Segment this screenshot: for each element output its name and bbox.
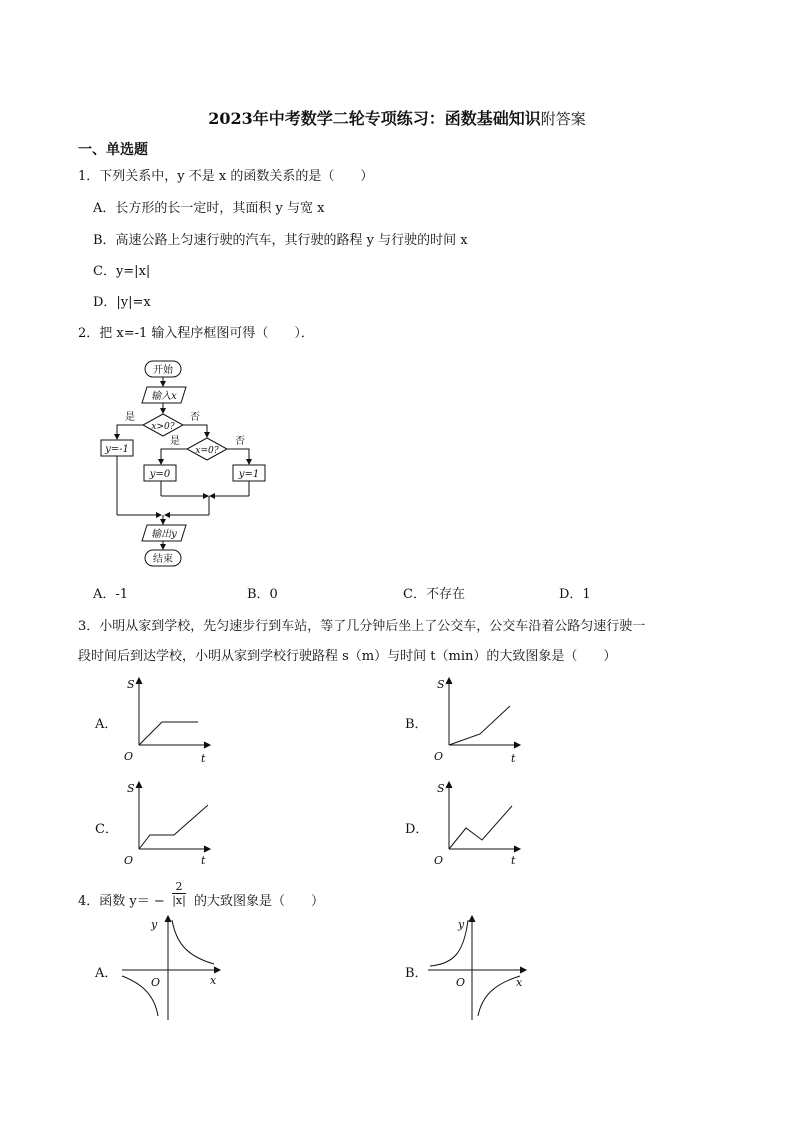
flow-start-text: 开始	[153, 365, 173, 376]
flow-input-text: 输入x	[151, 391, 177, 402]
svg-text:t: t	[201, 854, 206, 867]
svg-text:S: S	[437, 782, 445, 795]
svg-text:x: x	[516, 976, 523, 989]
q2-option-a: A．-1	[93, 587, 129, 602]
svg-text:O: O	[434, 854, 444, 867]
svg-text:y: y	[458, 918, 465, 931]
q3-stem-line1: 3．小明从家到学校，先匀速步行到车站，等了几分钟后坐上了公交车，公交车沿着公路匀速行驶一	[78, 619, 646, 634]
q4-fraction-numerator: 2	[172, 880, 186, 894]
q4-option-a: A．	[95, 966, 118, 981]
q3-graph-a	[118, 672, 218, 768]
section-heading: 一、单选题	[78, 142, 148, 158]
svg-text:O: O	[124, 854, 134, 867]
q3-stem-line2: 段时间后到达学校，小明从家到学校行驶路程 s（m）与时间 t（min）的大致图象是（ ）	[78, 649, 617, 664]
flow-no-1: 否	[190, 412, 200, 423]
q1-option-d: D．|y|=x	[93, 295, 151, 310]
q3-option-b: B．	[405, 717, 428, 732]
svg-text:O: O	[456, 976, 466, 989]
flow-yes-1: 是	[125, 412, 135, 423]
q1-option-b: B．高速公路上匀速行驶的汽车，其行驶的路程 y 与行驶的时间 x	[93, 233, 468, 248]
flow-pos-text: y=1	[238, 469, 260, 480]
page-title: 2023年中考数学二轮专项练习：函数基础知识附答案	[208, 109, 586, 128]
svg-text:t: t	[511, 752, 516, 765]
flow-yes-2: 是	[170, 436, 180, 447]
svg-text:S: S	[127, 782, 135, 795]
flowchart	[95, 357, 285, 569]
svg-text:S: S	[127, 678, 135, 691]
q4-graph-a	[118, 912, 228, 1024]
q3-graph-d	[428, 778, 528, 868]
flow-end-text: 结束	[153, 554, 173, 565]
q1-stem: 1．下列关系中，y 不是 x 的函数关系的是（ ）	[78, 169, 374, 184]
q3-option-d: D．	[405, 822, 429, 837]
svg-text:O: O	[124, 750, 134, 763]
q2-option-c: C．不存在	[403, 587, 465, 602]
q4-fraction	[172, 880, 186, 908]
flow-cond2-text: x=0?	[195, 446, 219, 456]
q3-option-c: C．	[95, 822, 118, 837]
q4-graph-b	[424, 912, 534, 1024]
q1-option-c: C．y=|x|	[93, 264, 151, 279]
q4-option-b: B．	[405, 966, 428, 981]
svg-text:S: S	[437, 678, 445, 691]
flow-output-text: 输出y	[151, 529, 177, 540]
q2-option-b: B．0	[247, 587, 278, 602]
q3-graph-b	[428, 672, 528, 768]
q4-fraction-denominator: |x|	[172, 894, 186, 907]
flow-neg-text: y=-1	[105, 444, 129, 455]
svg-text:t: t	[511, 854, 516, 867]
flow-no-2: 否	[235, 436, 245, 447]
q4-stem-suffix: 的大致图象是（ ）	[194, 894, 325, 909]
svg-text:O: O	[434, 750, 444, 763]
flow-zero-text: y=0	[149, 469, 171, 480]
svg-text:t: t	[201, 752, 206, 765]
q2-option-d: D．1	[559, 587, 591, 602]
q4-stem-prefix: 4．函数 y＝ −	[78, 894, 165, 909]
q2-stem: 2．把 x=-1 输入程序框图可得（ ）．	[78, 326, 314, 341]
svg-text:O: O	[151, 976, 161, 989]
svg-text:x: x	[210, 974, 217, 987]
svg-text:y: y	[151, 918, 158, 931]
flow-cond1-text: x>0?	[151, 422, 175, 432]
q1-option-a: A．长方形的长一定时，其面积 y 与宽 x	[93, 201, 325, 216]
q3-graph-c	[118, 778, 218, 868]
q3-option-a: A．	[95, 717, 118, 732]
